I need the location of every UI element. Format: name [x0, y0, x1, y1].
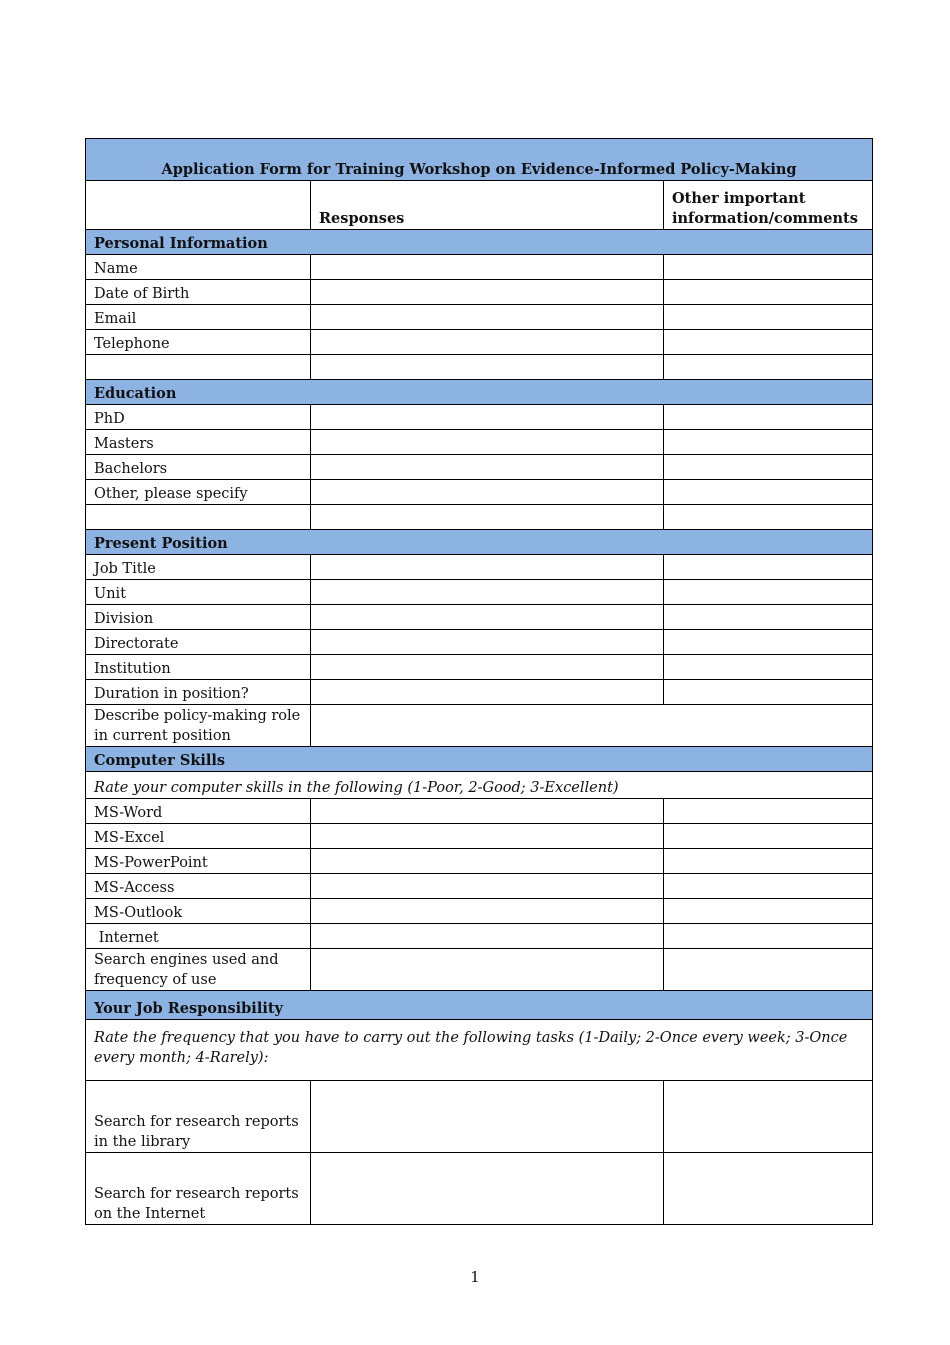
form-row-ms-word	[86, 799, 873, 824]
form-row-duration	[86, 680, 873, 705]
row-label: Search for research reports on the Internet	[86, 1153, 311, 1225]
response-field[interactable]	[311, 555, 664, 580]
form-row-other-specify	[86, 480, 873, 505]
form-row-unit	[86, 580, 873, 605]
form-row-division	[86, 605, 873, 630]
comment-field[interactable]	[664, 874, 873, 899]
row-label: Institution	[86, 655, 311, 680]
comments-header: Other important information/comments	[664, 181, 873, 230]
form-row-ms-excel	[86, 824, 873, 849]
response-field[interactable]	[311, 605, 664, 630]
row-label: Division	[86, 605, 311, 630]
row-label	[86, 355, 311, 380]
row-label: Date of Birth	[86, 280, 311, 305]
response-field[interactable]	[311, 630, 664, 655]
comment-field[interactable]	[664, 605, 873, 630]
section-present-position	[86, 530, 873, 555]
section-computer-skills	[86, 747, 873, 772]
form-row-masters	[86, 430, 873, 455]
comment-field[interactable]	[664, 949, 873, 991]
response-field[interactable]	[311, 505, 664, 530]
comment-field[interactable]	[664, 455, 873, 480]
comment-field[interactable]	[664, 355, 873, 380]
comment-field[interactable]	[664, 680, 873, 705]
comment-field[interactable]	[664, 580, 873, 605]
comment-field[interactable]	[664, 405, 873, 430]
section-heading: Personal Information	[86, 230, 873, 255]
row-label: Search engines used and frequency of use	[86, 949, 311, 991]
comment-field[interactable]	[664, 480, 873, 505]
comment-field[interactable]	[664, 280, 873, 305]
form-row-blank	[86, 505, 873, 530]
row-label: Describe policy-making role in current position	[86, 705, 311, 747]
row-label: Directorate	[86, 630, 311, 655]
form-title: Application Form for Training Workshop on Evidence-Informed Policy-Making	[86, 139, 873, 181]
row-label: Other, please specify	[86, 480, 311, 505]
job-responsibility-note-row	[86, 1020, 873, 1081]
response-field[interactable]	[311, 305, 664, 330]
section-heading: Education	[86, 380, 873, 405]
comment-field[interactable]	[664, 505, 873, 530]
row-label: MS-Excel	[86, 824, 311, 849]
row-label: Name	[86, 255, 311, 280]
section-personal-information	[86, 230, 873, 255]
response-field[interactable]	[311, 680, 664, 705]
response-field[interactable]	[311, 1153, 664, 1225]
comment-field[interactable]	[664, 305, 873, 330]
row-label: MS-Access	[86, 874, 311, 899]
response-field[interactable]	[311, 455, 664, 480]
form-row-search-library	[86, 1081, 873, 1153]
response-field[interactable]	[311, 255, 664, 280]
comment-field[interactable]	[664, 824, 873, 849]
form-row-institution	[86, 655, 873, 680]
row-label: MS-Outlook	[86, 899, 311, 924]
row-label: Job Title	[86, 555, 311, 580]
comment-field[interactable]	[664, 555, 873, 580]
responses-header: Responses	[311, 181, 664, 230]
column-header-row	[86, 181, 873, 230]
comment-field[interactable]	[664, 630, 873, 655]
instruction-note: Rate your computer skills in the following (1-Poor, 2-Good; 3-Excellent)	[86, 772, 873, 799]
instruction-note: Rate the frequency that you have to carry out the following tasks (1-Daily; 2-Once every week; 3-Once every month; 4-Rarely):	[86, 1020, 873, 1081]
form-row-bachelors	[86, 455, 873, 480]
response-field[interactable]	[311, 355, 664, 380]
comment-field[interactable]	[664, 899, 873, 924]
row-label: Unit	[86, 580, 311, 605]
section-heading: Computer Skills	[86, 747, 873, 772]
page-number: 1	[470, 1268, 480, 1286]
form-row-phd	[86, 405, 873, 430]
form-row-ms-outlook	[86, 899, 873, 924]
row-label: Duration in position?	[86, 680, 311, 705]
form-row-ms-access	[86, 874, 873, 899]
form-row-internet	[86, 924, 873, 949]
section-heading: Present Position	[86, 530, 873, 555]
response-field[interactable]	[311, 1081, 664, 1153]
response-field[interactable]	[311, 874, 664, 899]
response-field[interactable]	[311, 899, 664, 924]
row-label: Masters	[86, 430, 311, 455]
section-education	[86, 380, 873, 405]
response-field[interactable]	[311, 655, 664, 680]
response-field[interactable]	[311, 849, 664, 874]
response-field[interactable]	[311, 480, 664, 505]
comment-field[interactable]	[664, 255, 873, 280]
form-row-describe-role	[86, 705, 873, 747]
row-label: Telephone	[86, 330, 311, 355]
computer-skills-note-row	[86, 772, 873, 799]
row-label: Bachelors	[86, 455, 311, 480]
form-row-directorate	[86, 630, 873, 655]
form-row-search-engines	[86, 949, 873, 991]
form-row-job-title	[86, 555, 873, 580]
form-row-ms-powerpoint	[86, 849, 873, 874]
comment-field[interactable]	[664, 849, 873, 874]
comment-field[interactable]	[664, 924, 873, 949]
form-row-search-internet	[86, 1153, 873, 1225]
form-row-name	[86, 255, 873, 280]
comment-field[interactable]	[664, 799, 873, 824]
application-form-table	[85, 138, 873, 1225]
row-label: Internet	[86, 924, 311, 949]
response-field[interactable]	[311, 824, 664, 849]
blank-header	[86, 181, 311, 230]
row-label	[86, 505, 311, 530]
response-field[interactable]	[311, 924, 664, 949]
response-field[interactable]	[311, 705, 873, 747]
response-field[interactable]	[311, 330, 664, 355]
section-heading: Your Job Responsibility	[86, 991, 873, 1020]
response-field[interactable]	[311, 799, 664, 824]
response-field[interactable]	[311, 949, 664, 991]
form-title-row	[86, 139, 873, 181]
response-field[interactable]	[311, 405, 664, 430]
form-row-email	[86, 305, 873, 330]
row-label: PhD	[86, 405, 311, 430]
comment-field[interactable]	[664, 330, 873, 355]
section-job-responsibility	[86, 991, 873, 1020]
form-row-blank	[86, 355, 873, 380]
response-field[interactable]	[311, 280, 664, 305]
response-field[interactable]	[311, 430, 664, 455]
form-row-date-of-birth	[86, 280, 873, 305]
row-label: MS-Word	[86, 799, 311, 824]
form-row-telephone	[86, 330, 873, 355]
response-field[interactable]	[311, 580, 664, 605]
comment-field[interactable]	[664, 430, 873, 455]
row-label: Search for research reports in the library	[86, 1081, 311, 1153]
comment-field[interactable]	[664, 1153, 873, 1225]
row-label: MS-PowerPoint	[86, 849, 311, 874]
comment-field[interactable]	[664, 655, 873, 680]
row-label: Email	[86, 305, 311, 330]
comment-field[interactable]	[664, 1081, 873, 1153]
